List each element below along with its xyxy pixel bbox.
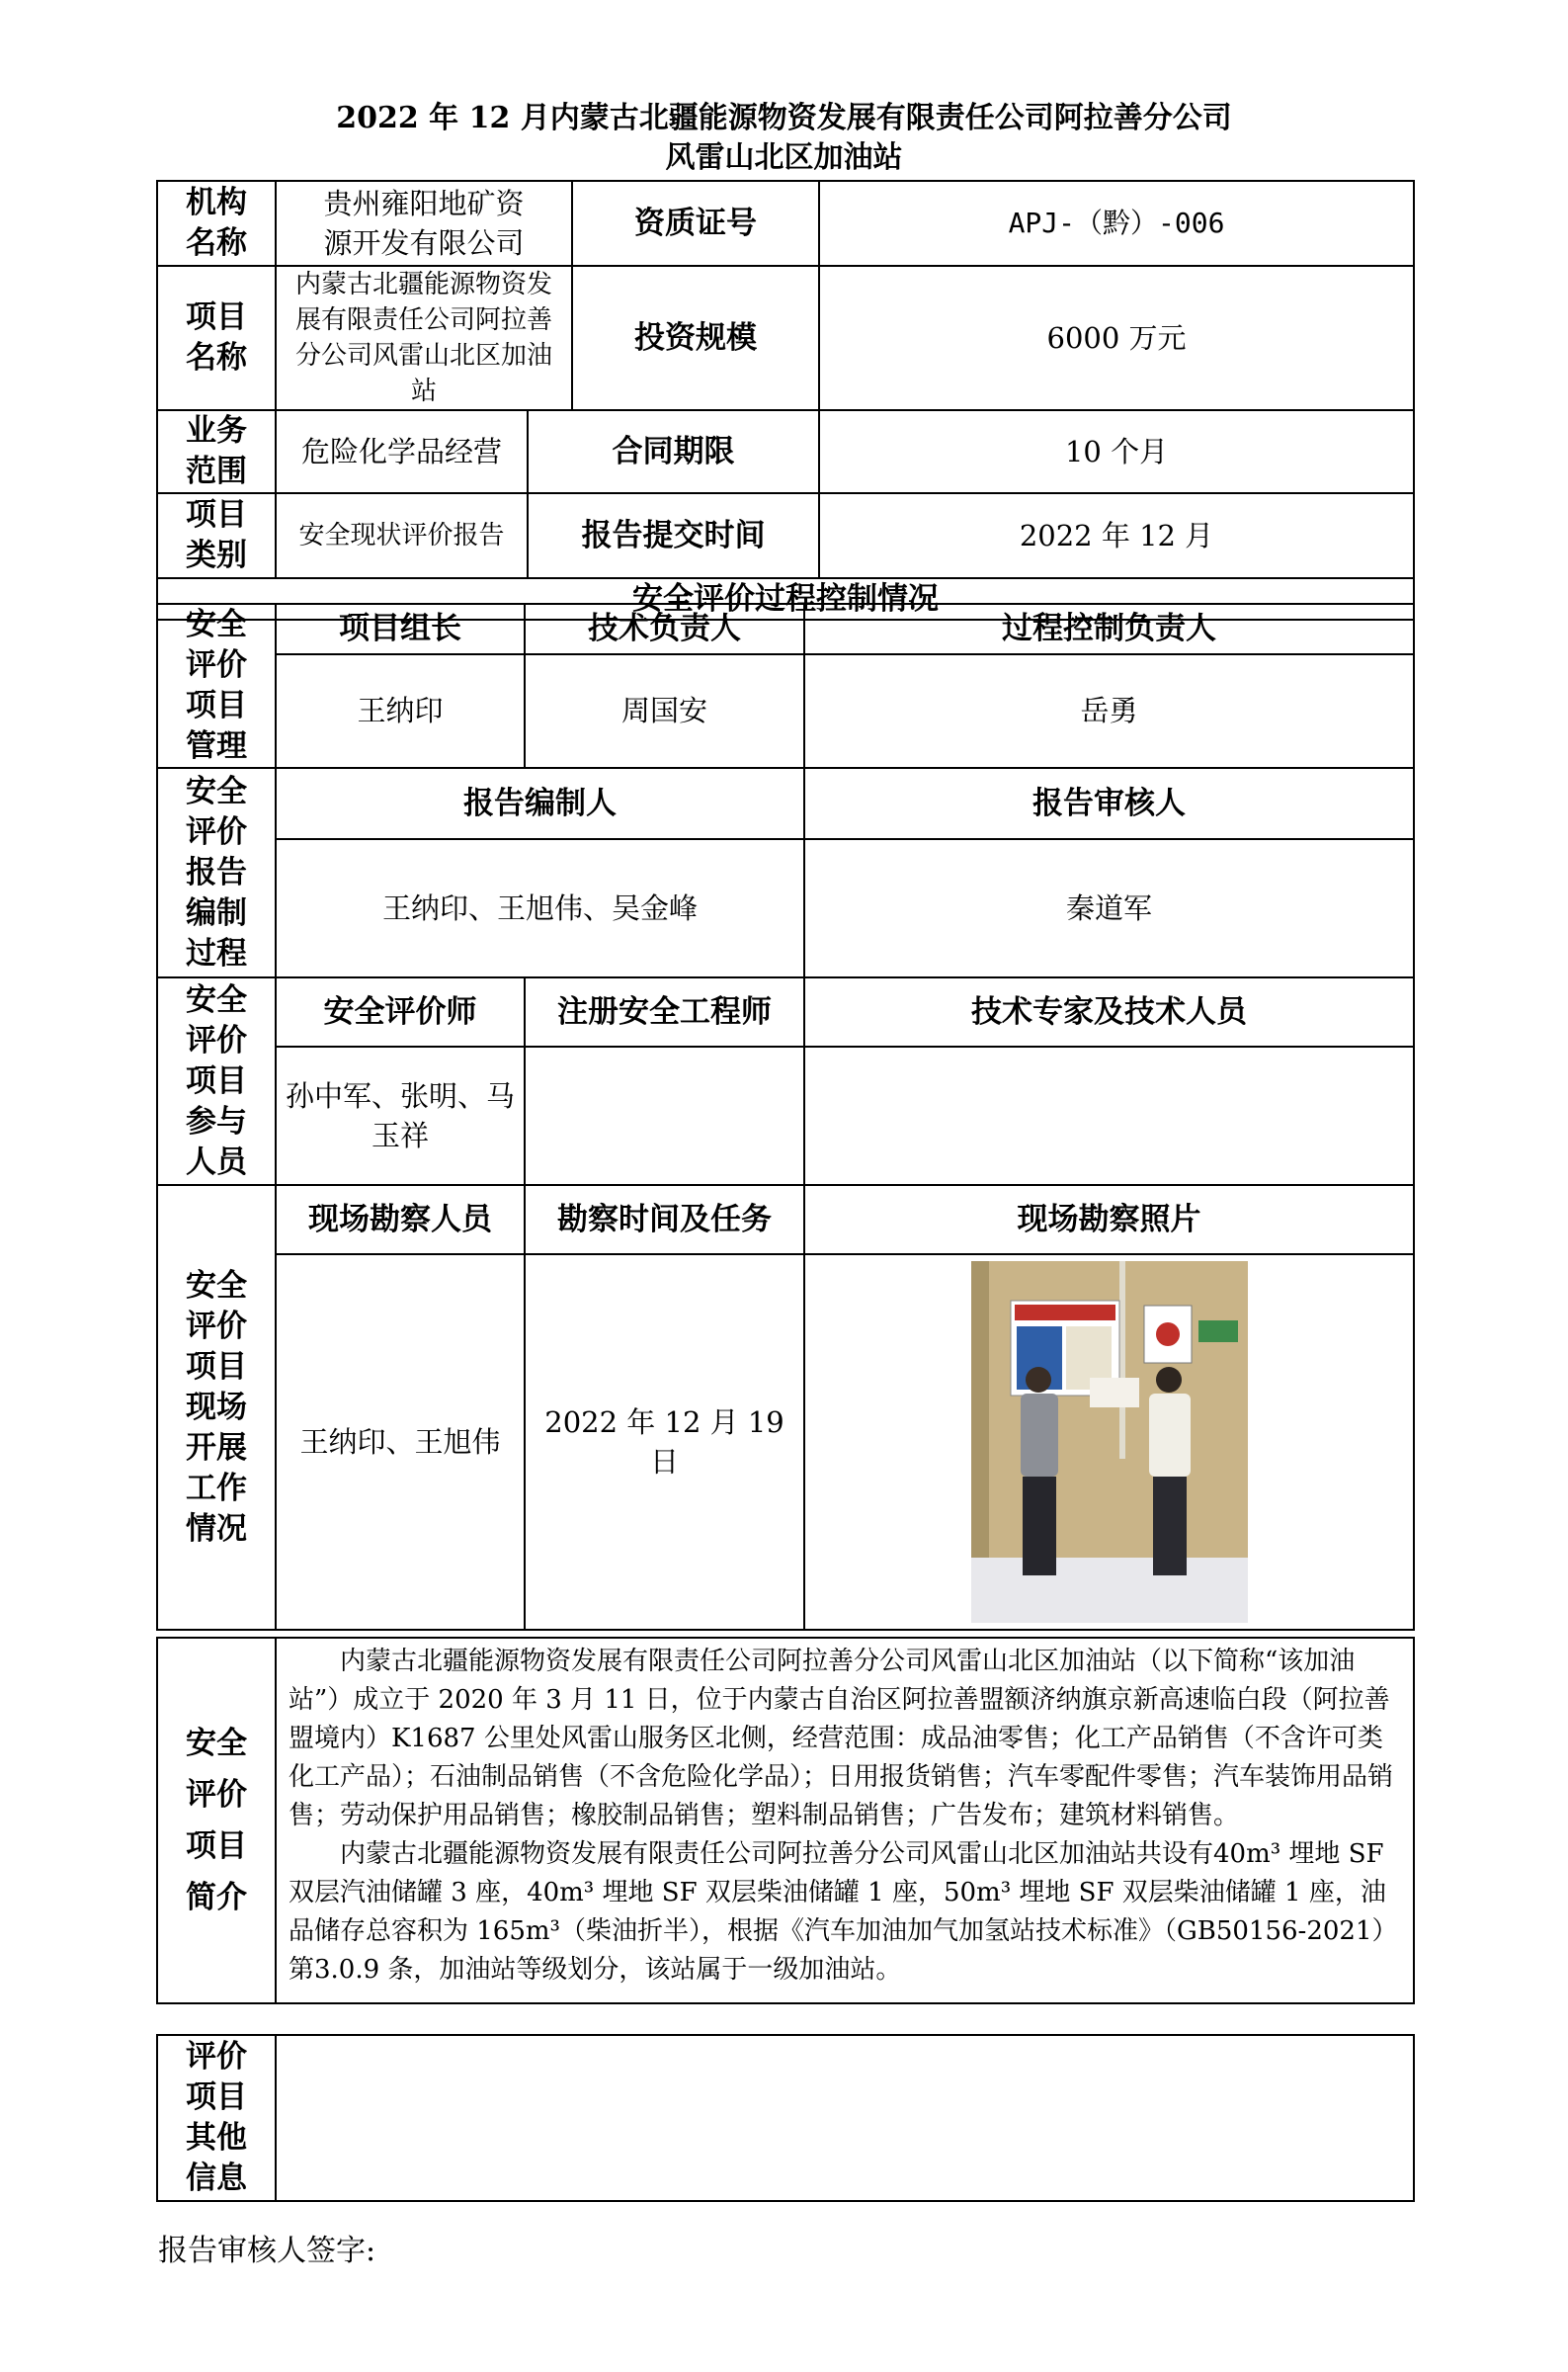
compile-value-row: [157, 839, 1414, 977]
site-inspection-photo: [971, 1261, 1248, 1623]
site-label-text: 安全 评价 项目 现场 开展 工作 情况: [186, 1267, 247, 1547]
intro-paragraph-1: 内蒙古北疆能源物资发展有限责任公司阿拉善分公司风雷山北区加油站（以下简称“该加油站”）成立于 2020 年 3 月 11 日，位于内蒙古自治区阿拉善盟额济纳旗京新高速临白段（阿拉善盟境内）K1687 公里处风雷山服务区北侧，经营范围：成品油零售；化工产品销售（不含许可类化工产品）；石油制品销售（不含危险化学品）；日用报货销售；汽车零配件零售；汽车装饰用品销售；劳动保护用品销售；橡胶制品销售；塑料制品销售；广告发布；建筑材料销售。: [289, 1647, 1394, 1830]
leader-header: 项目组长: [276, 604, 525, 654]
type-value: 安全现状评价报告: [276, 493, 528, 578]
org-value: [276, 181, 572, 266]
writer-header: 报告编制人: [276, 768, 804, 839]
intro-row: [157, 1638, 1414, 2003]
engineers-value: [525, 1047, 804, 1185]
participants-header-row: [157, 977, 1414, 1047]
time-header: 勘察时间及任务: [525, 1185, 804, 1254]
invest-label: 投资规模: [572, 266, 819, 410]
other-value: [276, 2035, 1414, 2201]
scope-label: [157, 410, 276, 493]
submit-label: 报告提交时间: [528, 493, 819, 578]
scope-row: [157, 410, 1414, 493]
mgmt-value-row: [157, 654, 1414, 768]
cert-value: APJ-（黔）-006: [819, 181, 1414, 266]
project-label-text: 项目 名称: [186, 299, 247, 376]
evaluator-header: 安全评价师: [276, 977, 525, 1047]
org-row: [157, 181, 1414, 266]
leader-value: 王纳印: [276, 654, 525, 768]
cert-label: 资质证号: [572, 181, 819, 266]
process-table: [156, 603, 1415, 1631]
participants-value-row: [157, 1047, 1414, 1185]
staff-value: 王纳印、王旭伟: [276, 1254, 525, 1630]
evaluators-value: 孙中军、张明、马玉祥: [276, 1047, 525, 1185]
reviewer-value: 秦道军: [804, 839, 1414, 977]
site-value-row: [157, 1254, 1414, 1630]
project-row: [157, 266, 1414, 410]
other-label-text: 评价 项目 其他 信息: [186, 2039, 247, 2196]
compile-header-row: [157, 768, 1414, 839]
site-photo-cell: [804, 1254, 1414, 1630]
participants-label-text: 安全 评价 项目 参与 人员: [186, 981, 247, 1180]
intro-content: [276, 1638, 1414, 2003]
tech-header: 技术负责人: [525, 604, 804, 654]
experts-value: [804, 1047, 1414, 1185]
invest-value: 6000 万元: [819, 266, 1414, 410]
project-label: [157, 266, 276, 410]
type-label-text: 项目 类别: [186, 497, 247, 573]
project-value: 内蒙古北疆能源物资发展有限责任公司阿拉善分公司风雷山北区加油站: [276, 266, 572, 410]
writers-value: 王纳印、王旭伟、吴金峰: [276, 839, 804, 977]
contract-label: 合同期限: [528, 410, 819, 493]
compile-label: [157, 768, 276, 977]
other-label: [157, 2035, 276, 2201]
site-header-row: [157, 1185, 1414, 1254]
staff-header: 现场勘察人员: [276, 1185, 525, 1254]
photo-header: 现场勘察照片: [804, 1185, 1414, 1254]
process-heading: 安全评价过程控制情况: [157, 578, 1414, 620]
tech-value: 周国安: [525, 654, 804, 768]
time-value: 2022 年 12 月 19 日: [525, 1254, 804, 1630]
engineer-header: 注册安全工程师: [525, 977, 804, 1047]
scope-value: 危险化学品经营: [276, 410, 528, 493]
submit-value: 2022 年 12 月: [819, 493, 1414, 578]
other-row: [157, 2035, 1414, 2201]
scope-label-text: 业务 范围: [186, 413, 247, 489]
reviewer-signature-label: 报告审核人签字:: [158, 2234, 376, 2268]
intro-paragraph-2: 内蒙古北疆能源物资发展有限责任公司阿拉善分公司风雷山北区加油站共设有40m³ 埋地 SF 双层汽油储罐 3 座，40m³ 埋地 SF 双层柴油储罐 1 座，50m³ 埋地 SF 双层柴油储罐 1 座，油品储存总容积为 165m³（柴油折半），根据《汽车加油加气加氢站技术标准》（GB50156-2021）第3.0.9 条，加油站等级划分，该站属于一级加油站。: [289, 1839, 1398, 1985]
expert-header: 技术专家及技术人员: [804, 977, 1414, 1047]
mgmt-label-text: 安全 评价 项目 管理: [186, 607, 247, 764]
participants-label: [157, 977, 276, 1185]
site-label: [157, 1185, 276, 1630]
info-form-table: [156, 180, 1415, 621]
org-label: [157, 181, 276, 266]
type-row: [157, 493, 1414, 578]
mgmt-label: [157, 604, 276, 768]
contract-value: 10 个月: [819, 410, 1414, 493]
page-title-line1: 2022 年 12 月内蒙古北疆能源物资发展有限责任公司阿拉善分公司: [336, 101, 1232, 135]
intro-table: [156, 1637, 1415, 2004]
intro-label: [157, 1638, 276, 2003]
site-photo-illustration: [971, 1261, 1248, 1623]
mgmt-header-row: [157, 604, 1414, 654]
org-label-text: 机构 名称: [186, 185, 247, 261]
org-value-text: 贵州雍阳地矿资源开发有限公司: [323, 187, 525, 260]
compile-label-text: 安全 评价 报告 编制 过程: [186, 773, 247, 972]
other-table: [156, 2034, 1415, 2202]
control-header: 过程控制负责人: [804, 604, 1414, 654]
page-title-line2: 风雷山北区加油站: [665, 140, 903, 175]
intro-label-text: 安全 评价 项目 简介: [186, 1726, 247, 1915]
reviewer-header: 报告审核人: [804, 768, 1414, 839]
control-value: 岳勇: [804, 654, 1414, 768]
type-label: [157, 493, 276, 578]
